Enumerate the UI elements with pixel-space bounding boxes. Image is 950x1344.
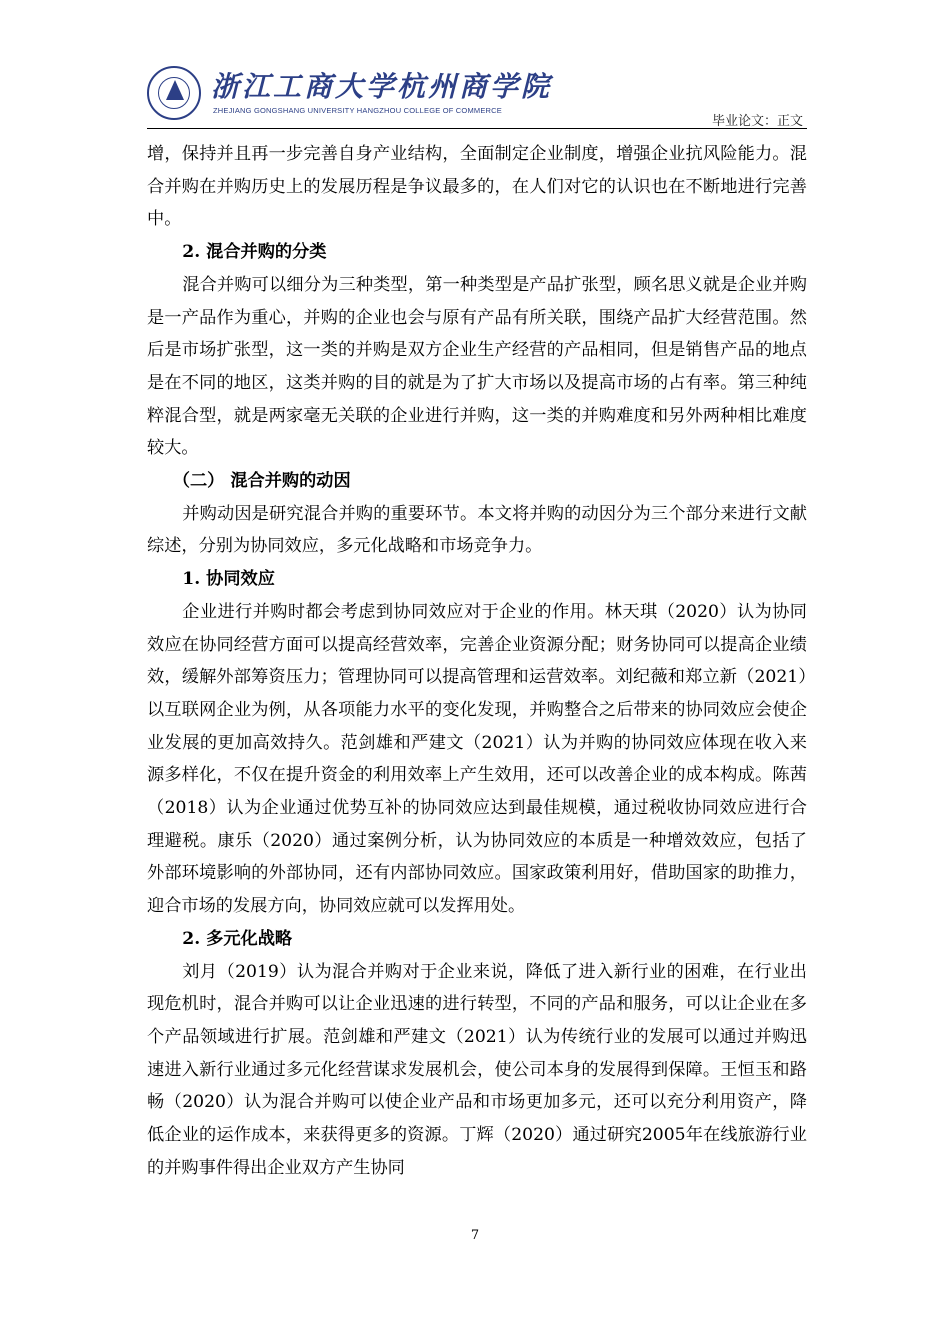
header-rule xyxy=(147,128,807,129)
paragraph-classification: 混合并购可以细分为三种类型，第一种类型是产品扩张型，顾名思义就是企业并购是一产品作为重心，并购的企业也会与原有产品有所关联，围绕产品扩大经营范围。然后是市场扩张型，这一类的并购是双方企业生产经营的产品相同，但是销售产品的地点是在不同的地区，这类并购的目的就是为了扩大市场以及提高市场的占有率。第三种纯粹混合型，就是两家毫无关联的企业进行并购，这一类的并购难度和另外两种相比难度较大。 xyxy=(147,274,807,459)
paragraph-diversification: 刘月（2019）认为混合并购对于企业来说，降低了进入新行业的困难，在行业出现危机时，混合并购可以让企业迅速的进行转型，不同的产品和服务，可以让企业在多个产品领域进行扩展。范剑雄和严建文（2021）认为传统行业的发展可以通过并购迅速进入新行业通过多元化经营谋求发展机会，使公司本身的发展得到保障。王恒玉和路畅（2020）认为混合并购可以使企业产品和市场更加多元，还可以充分利用资产，降低企业的运作成本，来获得更多的资源。丁辉（2020）通过研究2005年在线旅游行业的并购事件得出企业双方产生协同 xyxy=(147,961,807,1178)
university-logo-subtitle: ZHEJIANG GONGSHANG UNIVERSITY HANGZHOU COLLEGE OF COMMERCE xyxy=(213,106,502,115)
document-body xyxy=(147,138,807,1185)
heading-synergy: 1. 协同效应 xyxy=(182,569,275,590)
paragraph-motives-intro: 并购动因是研究混合并购的重要环节。本文将并购的动因分为三个部分来进行文献综述，分别为协同效应，多元化战略和市场竞争力。 xyxy=(147,503,807,557)
paragraph-synergy: 企业进行并购时都会考虑到协同效应对于企业的作用。林天琪（2020）认为协同效应在协同经营方面可以提高经营效率，完善企业资源分配；财务协同可以提高企业绩效，缓解外部筹资压力；管理协同可以提高管理和运营效率。刘纪薇和郑立新（2021）以互联网企业为例，从各项能力水平的变化发现，并购整合之后带来的协同效应会使企业发展的更加高效持久。范剑雄和严建文（2021）认为并购的协同效应体现在收入来源多样化，不仅在提升资金的利用效率上产生效用，还可以改善企业的成本构成。陈茜（2018）认为企业通过优势互补的协同效应达到最佳规模，通过税收协同效应进行合理避税。康乐（2020）通过案例分析，认为协同效应的本质是一种增效效应，包括了外部环境影响的外部协同，还有内部协同效应。国家政策利用好，借助国家的助推力，迎合市场的发展方向，协同效应就可以发挥用处。 xyxy=(147,601,807,917)
university-seal-icon xyxy=(147,66,201,120)
page-header xyxy=(147,66,807,129)
university-logo-title: 浙江工商大学杭州商学院 xyxy=(211,70,553,103)
header-section-label: 毕业论文：正文 xyxy=(711,114,803,129)
heading-classification: 2. 混合并购的分类 xyxy=(182,242,327,263)
paragraph-continuation: 增，保持并且再一步完善自身产业结构，全面制定企业制度，增强企业抗风险能力。混合并购在并购历史上的发展历程是争议最多的，在人们对它的认识也在不断地进行完善中。 xyxy=(147,144,807,230)
heading-diversification: 2. 多元化战略 xyxy=(182,928,293,949)
heading-motives: （二） 混合并购的动因 xyxy=(172,471,351,492)
page-number: 7 xyxy=(470,1228,480,1243)
